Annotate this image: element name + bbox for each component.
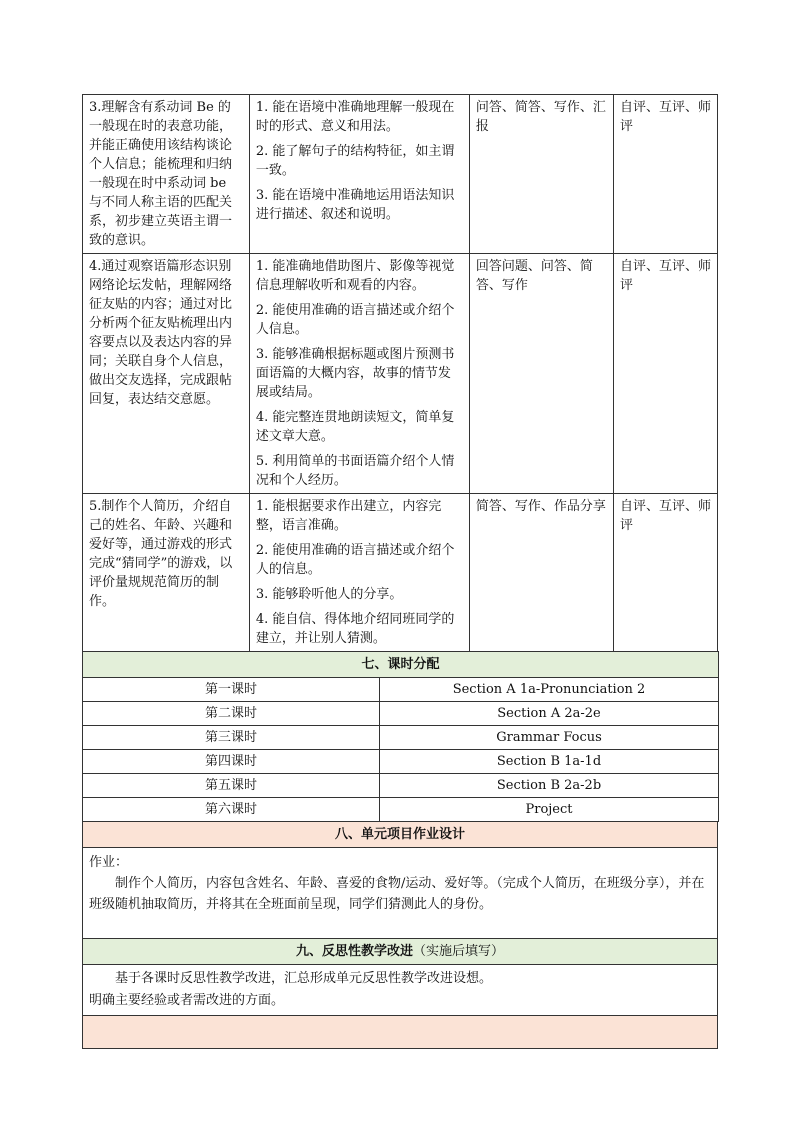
section9-title: 九、反思性教学改进 bbox=[295, 944, 413, 959]
objective-cell: 3.理解含有系动词 Be 的一般现在时的表意功能，并能正确使用该结构谈论个人信息；能梳理和归纳一般现在时中系动词 be 与不同人称主语的匹配关系，初步建立英语主谓一致的意识。 bbox=[83, 95, 250, 254]
lesson-name: 第一课时 bbox=[83, 678, 380, 702]
table-row bbox=[83, 965, 718, 1016]
requirement-item: 3. 能在语境中准确地运用语法知识进行描述、叙述和说明。 bbox=[255, 188, 455, 222]
section9-header bbox=[83, 939, 718, 965]
lesson-name: 第二课时 bbox=[83, 702, 380, 726]
table-row bbox=[83, 1016, 718, 1049]
section8-title: 八、单元项目作业设计 bbox=[83, 822, 718, 848]
lesson-name: 第三课时 bbox=[83, 726, 380, 750]
lesson-name: 第五课时 bbox=[83, 774, 380, 798]
section-header bbox=[83, 939, 718, 965]
lesson-content: Section A 2a-2e bbox=[380, 702, 719, 726]
requirement-item: 1. 能在语境中准确地理解一般现在时的形式、意义和用法。 bbox=[255, 100, 455, 134]
assessment-table bbox=[82, 94, 718, 652]
requirement-item: 2. 能使用准确的语言描述或介绍个人的信息。 bbox=[255, 543, 455, 577]
methods-cell: 简答、写作、作品分享 bbox=[469, 494, 613, 652]
evaluation-cell: 自评、互评、师评 bbox=[613, 494, 717, 652]
requirement-item: 3. 能够准确根据标题或图片预测书面语篇的大概内容，故事的情节发展或结局。 bbox=[255, 347, 455, 400]
requirement-item: 2. 能使用准确的语言描述或介绍个人信息。 bbox=[255, 303, 455, 337]
homework-text: 制作个人简历，内容包含姓名、年龄、喜爱的食物/运动、爱好等。（完成个人简历，在班级分享），并在班级随机抽取简历，并将其在全班面前呈现，同学们猜测此人的身份。 bbox=[89, 876, 705, 912]
lesson-content: Section B 1a-1d bbox=[380, 750, 719, 774]
requirement-item: 4. 能完整连贯地朗读短文，简单复述文章大意。 bbox=[255, 410, 455, 444]
section7-title: 七、课时分配 bbox=[83, 652, 719, 678]
lesson-content: Section B 2a-2b bbox=[380, 774, 719, 798]
table-row bbox=[83, 750, 719, 774]
lesson-content: Project bbox=[380, 798, 719, 822]
homework-cell bbox=[83, 848, 718, 939]
table-row bbox=[83, 95, 718, 254]
requirement-item: 1. 能根据要求作出建立，内容完整，语言准确。 bbox=[255, 499, 442, 533]
section9-note: （实施后填写） bbox=[413, 944, 505, 959]
requirement-item: 4. 能自信、得体地介绍同班同学的建立，并让别人猜测。 bbox=[255, 612, 455, 646]
requirements-cell bbox=[249, 254, 469, 494]
table-row bbox=[83, 726, 719, 750]
objective-cell: 4.通过观察语篇形态识别网络论坛发帖，理解网络征友贴的内容；通过对比分析两个征友贴梳理出内容要点以及表达内容的异同；关联自身个人信息，做出交友选择，完成跟帖回复，表达结交意愿。 bbox=[83, 254, 250, 494]
reflection-cell bbox=[83, 965, 718, 1016]
requirement-item: 5. 利用简单的书面语篇介绍个人情况和个人经历。 bbox=[255, 454, 455, 488]
table-row bbox=[83, 678, 719, 702]
homework-table bbox=[82, 821, 718, 1049]
table-row bbox=[83, 848, 718, 939]
lesson-content: Section A 1a-Pronunciation 2 bbox=[380, 678, 719, 702]
document-page bbox=[82, 94, 718, 1049]
requirement-item: 3. 能够聆听他人的分享。 bbox=[255, 587, 403, 602]
section-header bbox=[83, 822, 718, 848]
lesson-allocation-table bbox=[82, 651, 719, 822]
table-row bbox=[83, 702, 719, 726]
section-header bbox=[83, 652, 719, 678]
table-row bbox=[83, 798, 719, 822]
table-row bbox=[83, 494, 718, 652]
requirements-cell bbox=[249, 494, 469, 652]
homework-label: 作业： bbox=[89, 855, 129, 870]
requirement-item: 2. 能了解句子的结构特征，如主谓一致。 bbox=[255, 144, 455, 178]
reflection-line: 基于各课时反思性教学改进，汇总形成单元反思性教学改进设想。 bbox=[115, 971, 493, 986]
table-row bbox=[83, 774, 719, 798]
requirement-item: 1. 能准确地借助图片、影像等视觉信息理解收听和观看的内容。 bbox=[255, 259, 455, 293]
methods-cell: 问答、简答、写作、汇报 bbox=[469, 95, 613, 254]
requirements-cell bbox=[249, 95, 469, 254]
table-row bbox=[83, 254, 718, 494]
evaluation-cell: 自评、互评、师评 bbox=[613, 254, 717, 494]
methods-cell: 回答问题、问答、简答、写作 bbox=[469, 254, 613, 494]
lesson-name: 第四课时 bbox=[83, 750, 380, 774]
evaluation-cell: 自评、互评、师评 bbox=[613, 95, 717, 254]
objective-cell: 5.制作个人简历，介绍自己的姓名、年龄、兴趣和爱好等，通过游戏的形式完成“猜同学”的游戏，以评价量规规范简历的制作。 bbox=[83, 494, 250, 652]
lesson-name: 第六课时 bbox=[83, 798, 380, 822]
empty-cell bbox=[83, 1016, 718, 1049]
lesson-content: Grammar Focus bbox=[380, 726, 719, 750]
reflection-line: 明确主要经验或者需改进的方面。 bbox=[89, 993, 285, 1008]
